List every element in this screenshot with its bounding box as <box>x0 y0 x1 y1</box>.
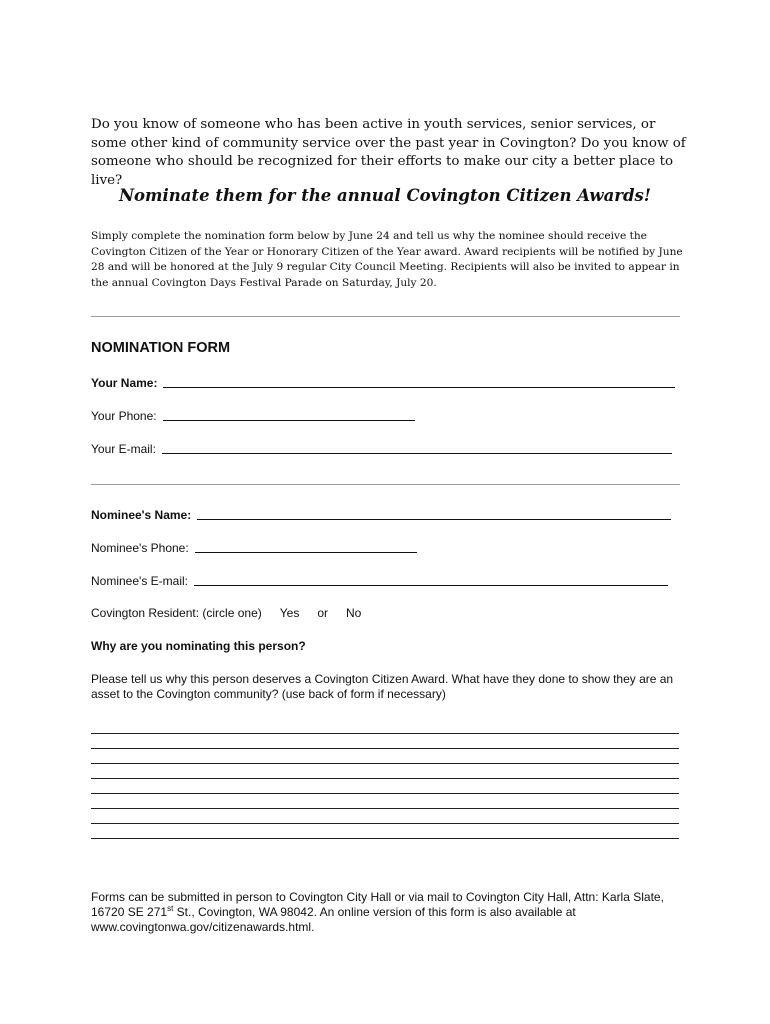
why-heading: Why are you nominating this person? <box>91 639 306 653</box>
footer-superscript: st <box>167 904 174 913</box>
answer-line[interactable] <box>91 838 679 839</box>
resident-no-option[interactable]: No <box>346 606 362 620</box>
footer-text-part2: St., Covington, WA 98042. An online version of this form is also available at www.covingtonwa.gov/citizenawards.html. <box>91 905 576 934</box>
your-email-field[interactable] <box>91 440 672 456</box>
footer-text-part1: Forms can be submitted in person to Covington City Hall or via mail to Covington City Hall, Attn: Karla Slate, 16720 SE 271 <box>91 890 664 919</box>
nominee-phone-label: Nominee's Phone: <box>91 541 189 555</box>
your-name-label: Your Name: <box>91 376 158 390</box>
form-title: NOMINATION FORM <box>91 340 231 356</box>
answer-line[interactable] <box>91 733 679 734</box>
your-phone-input-line[interactable] <box>163 420 415 421</box>
answer-line[interactable] <box>91 793 679 794</box>
answer-line[interactable] <box>91 763 679 764</box>
nominee-email-field[interactable] <box>91 572 668 588</box>
details-paragraph: Simply complete the nomination form below by June 24 and tell us why the nominee should receive the Covington Citizen of the Year or Honorary Citizen of the Year award. Award recipients will be notified by June 28 and will be honored at the July 9 regular City Council Meeting. Recipients will also be invited to appear in the annual Covington Days Festival Parade on Saturday, July 20. <box>91 230 683 289</box>
intro-paragraph: Do you know of someone who has been active in youth services, senior services, or some other kind of community service over the past year in Covington? Do you know of someone who should be recognized for their efforts to make our city a better place to live? <box>91 117 686 188</box>
your-email-input-line[interactable] <box>162 453 672 454</box>
section-divider <box>91 316 680 317</box>
nominee-name-input-line[interactable] <box>197 519 671 520</box>
section-divider <box>91 484 680 485</box>
answer-line[interactable] <box>91 808 679 809</box>
why-prompt: Please tell us why this person deserves a Covington Citizen Award. What have they done to show they are an asset to the Covington community? (use back of form if necessary) <box>91 672 674 701</box>
your-name-field[interactable] <box>91 374 675 390</box>
resident-or-text: or <box>317 606 328 620</box>
submission-instructions <box>91 890 671 935</box>
resident-label: Covington Resident: (circle one) <box>91 606 262 620</box>
nominee-name-label: Nominee's Name: <box>91 508 192 522</box>
resident-question <box>91 606 361 621</box>
your-phone-label: Your Phone: <box>91 409 157 423</box>
nominee-phone-field[interactable] <box>91 539 417 555</box>
your-email-label: Your E-mail: <box>91 442 156 456</box>
headline: Nominate them for the annual Covington Citizen Awards! <box>118 186 652 205</box>
your-name-input-line[interactable] <box>163 387 675 388</box>
resident-yes-option[interactable]: Yes <box>279 606 300 620</box>
nominee-email-label: Nominee's E-mail: <box>91 574 188 588</box>
nominee-phone-input-line[interactable] <box>195 552 417 553</box>
answer-line[interactable] <box>91 778 679 779</box>
nominee-email-input-line[interactable] <box>194 585 668 586</box>
answer-line[interactable] <box>91 748 679 749</box>
answer-line[interactable] <box>91 823 679 824</box>
nominee-name-field[interactable] <box>91 506 671 522</box>
your-phone-field[interactable] <box>91 407 415 423</box>
